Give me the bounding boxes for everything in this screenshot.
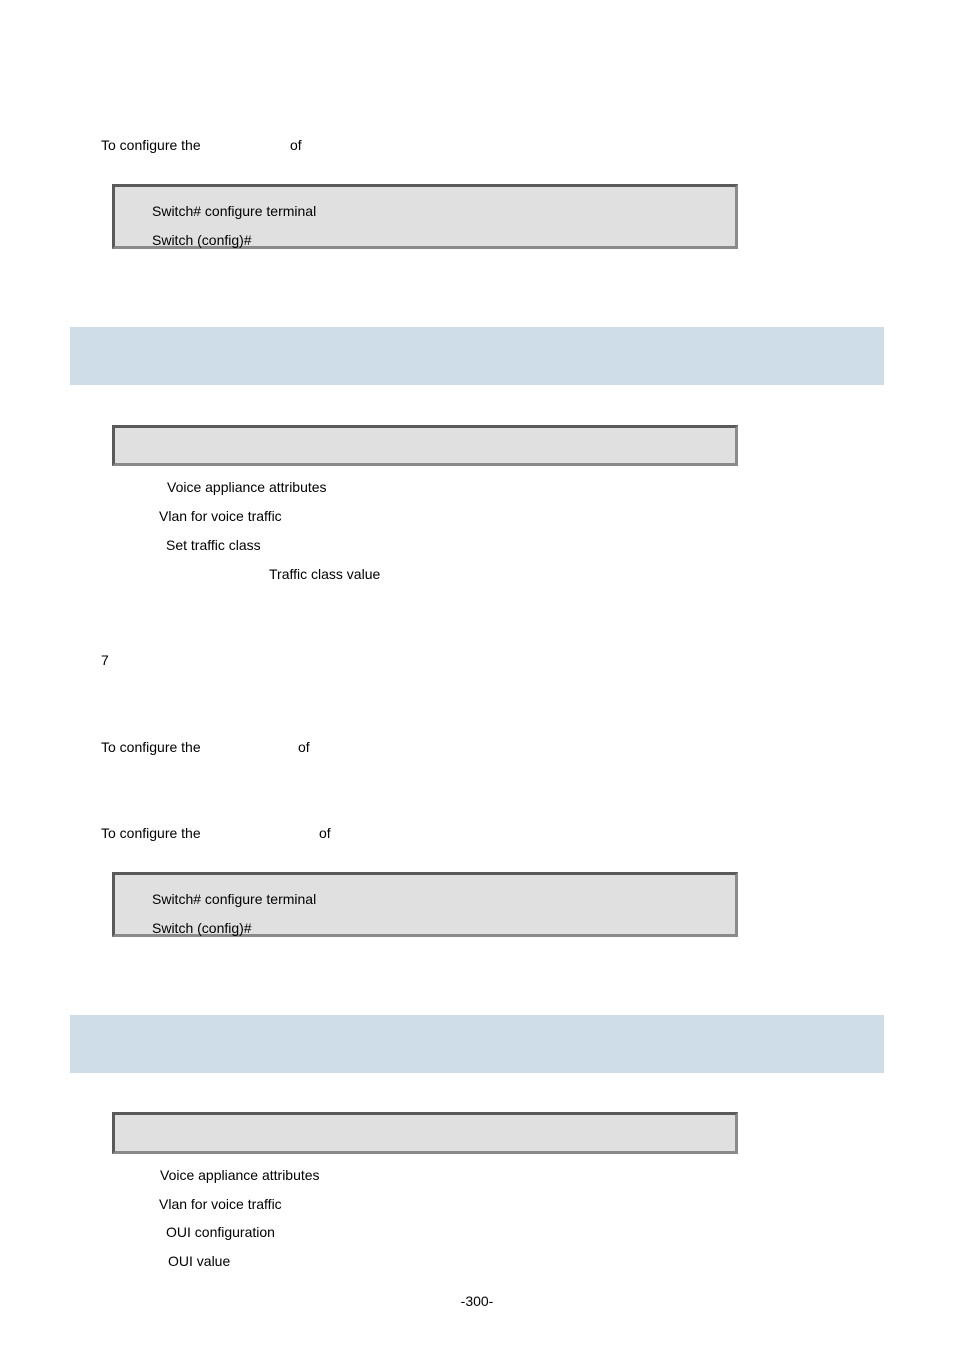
code-line: Switch# configure terminal: [152, 203, 317, 219]
param-description: Voice appliance attributes: [160, 1167, 320, 1183]
code-example-box: [112, 872, 738, 937]
command-syntax-box: [112, 425, 738, 466]
example-text-of: of: [319, 825, 331, 841]
command-header-band: [70, 327, 884, 385]
param-description: Vlan for voice traffic: [159, 508, 282, 524]
param-description: Vlan for voice traffic: [159, 1196, 282, 1212]
code-example-box: [112, 184, 738, 249]
usage-text-of: of: [298, 739, 310, 755]
code-line: Switch (config)#: [152, 920, 252, 936]
example-text-of: of: [290, 137, 302, 153]
command-header-band: [70, 1015, 884, 1073]
param-description: OUI configuration: [166, 1224, 275, 1240]
command-syntax-box: [112, 1112, 738, 1154]
param-description: Voice appliance attributes: [167, 479, 327, 495]
param-description: Traffic class value: [269, 566, 381, 582]
code-line: Switch# configure terminal: [152, 891, 317, 907]
param-description: Set traffic class: [166, 537, 261, 553]
code-line: Switch (config)#: [152, 232, 252, 248]
usage-text-prefix: To configure the: [101, 739, 201, 755]
default-value: 7: [101, 652, 109, 668]
param-description: OUI value: [168, 1253, 231, 1269]
example-text-prefix: To configure the: [101, 137, 201, 153]
page-number: -300-: [460, 1293, 494, 1309]
example-text-prefix: To configure the: [101, 825, 201, 841]
